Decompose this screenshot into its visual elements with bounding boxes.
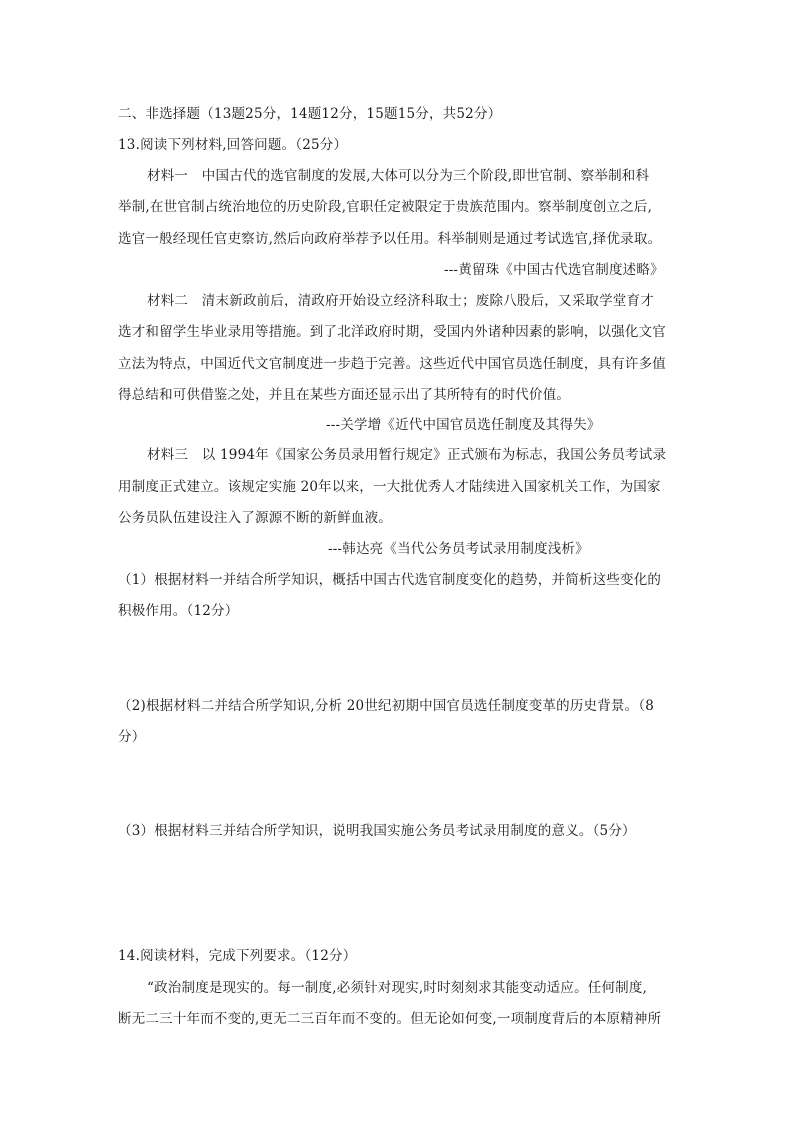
section-heading: 二、非选择题（13题25分，14题12分，15题15分，共52分）: [118, 106, 502, 122]
material2-line-3: 立法为特点，中国近代文官制度进一步趋于完善。这些近代中国官员选任制度，具有许多值: [118, 356, 666, 372]
material2-line-1: 材料二 清末新政前后，清政府开始设立经济科取士；废除八股后，又采取学堂育才: [147, 293, 654, 309]
q14-quote-line-2: 断无二三十年而不变的,更无二三百年而不变的。但无论如何变,一项制度背后的本原精神所: [118, 1011, 662, 1027]
material1-line-3: 选官一般经现任官吏察访,然后向政府举荐予以任用。科举制则是通过考试选官,择优录取。: [118, 231, 662, 247]
q14-quote-line-1: “政治制度是现实的。每一制度,必须针对现实,时时刻刻求其能变动适应。任何制度,: [147, 980, 648, 996]
material3-line-3: 公务员队伍建设注入了源源不断的新鲜血液。: [118, 510, 392, 526]
sub3-line-1: （3）根据材料三并结合所学知识，说明我国实施公务员考试录用制度的意义。（5分）: [118, 823, 636, 839]
sub2-line-2: 分）: [118, 729, 146, 745]
material1-source: ---黄留珠《中国古代选官制度述略》: [444, 262, 664, 278]
material2-line-4: 得总结和可供借鉴之处，并且在某些方面还显示出了其所特有的时代价值。: [118, 387, 571, 403]
material3-source: ---韩达亮《当代公务员考试录用制度浅析》: [328, 541, 589, 557]
material2-line-2: 选才和留学生毕业录用等措施。到了北洋政府时期，受国内外诸种因素的影响，以强化文官: [118, 324, 666, 340]
sub2-line-1: （2)根据材料二并结合所学知识,分析 20世纪初期中国官员选任制度变革的历史背景。（8: [118, 698, 655, 714]
material3-line-2: 用制度正式建立。该规定实施 20年以来，一大批优秀人才陆续进入国家机关工作，为国家: [118, 479, 661, 495]
material1-line-2: 举制,在世官制占统治地位的历史阶段,官职任定被限定于贵族范围内。察举制度创立之后,: [118, 199, 653, 215]
sub1-line-2: 积极作用。（12分）: [118, 603, 239, 619]
material3-line-1: 材料三 以 1994年《国家公务员录用暂行规定》正式颁布为标志，我国公务员考试录: [147, 447, 667, 463]
material1-line-1: 材料一 中国古代的选官制度的发展,大体可以分为三个阶段,即世官制、察举制和科: [147, 168, 650, 184]
q13-title: 13.阅读下列材料,回答问题。（25分）: [118, 137, 348, 153]
q14-title: 14.阅读材料，完成下列要求。（12分）: [118, 948, 357, 964]
material2-source: ---关学增《近代中国官员选任制度及其得失》: [326, 417, 601, 433]
sub1-line-1: （1）根据材料一并结合所学知识，概括中国古代选官制度变化的趋势，并简析这些变化的: [118, 572, 662, 588]
